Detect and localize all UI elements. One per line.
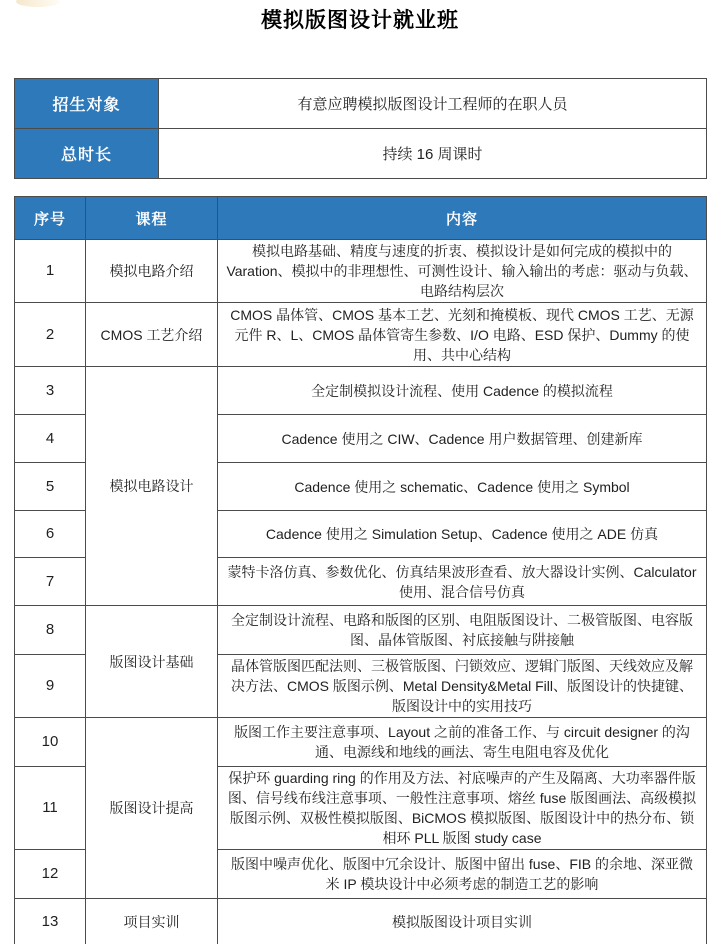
row-number: 8 bbox=[15, 606, 86, 655]
content-cell: 全定制模拟设计流程、使用 Cadence 的模拟流程 bbox=[218, 367, 707, 415]
row-number: 3 bbox=[15, 367, 86, 415]
row-number: 12 bbox=[15, 850, 86, 899]
curriculum-header-row bbox=[15, 197, 707, 240]
curriculum-row bbox=[15, 899, 707, 944]
header-course: 课程 bbox=[86, 197, 218, 240]
content-cell: 版图中噪声优化、版图中冗余设计、版图中留出 fuse、FIB 的余地、深亚微米 IP 模块设计中必须考虑的制造工艺的影响 bbox=[218, 850, 707, 899]
content-cell: Cadence 使用之 Simulation Setup、Cadence 使用之 ADE 仿真 bbox=[218, 511, 707, 558]
content-cell: Cadence 使用之 schematic、Cadence 使用之 Symbol bbox=[218, 463, 707, 511]
row-number: 13 bbox=[15, 899, 86, 944]
info-value-target-audience: 有意应聘模拟版图设计工程师的在职人员 bbox=[159, 79, 707, 129]
info-label-total-duration: 总时长 bbox=[15, 129, 159, 179]
row-number: 6 bbox=[15, 511, 86, 558]
content-cell: 模拟版图设计项目实训 bbox=[218, 899, 707, 944]
content-cell: 保护环 guarding ring 的作用及方法、衬底噪声的产生及隔离、大功率器件版图、信号线布线注意事项、一般性注意事项、熔丝 fuse 版图画法、高级模拟版图示例、双极性模拟版图、BiCMOS 模拟版图、版图设计中的热分布、锁相环 PLL 版图 study case bbox=[218, 767, 707, 850]
course-cell: 模拟电路设计 bbox=[86, 367, 218, 606]
info-value-total-duration: 持续 16 周课时 bbox=[159, 129, 707, 179]
row-number: 9 bbox=[15, 655, 86, 718]
curriculum-row bbox=[15, 240, 707, 303]
curriculum-table bbox=[14, 196, 707, 944]
row-number: 5 bbox=[15, 463, 86, 511]
row-number: 10 bbox=[15, 718, 86, 767]
content-cell: Cadence 使用之 CIW、Cadence 用户数据管理、创建新库 bbox=[218, 415, 707, 463]
course-cell: CMOS 工艺介绍 bbox=[86, 303, 218, 367]
content-cell: CMOS 晶体管、CMOS 基本工艺、光刻和掩模板、现代 CMOS 工艺、无源元件 R、L、CMOS 晶体管寄生参数、I/O 电路、ESD 保护、Dummy 的使用、共中心结构 bbox=[218, 303, 707, 367]
row-number: 11 bbox=[15, 767, 86, 850]
course-cell: 模拟电路介绍 bbox=[86, 240, 218, 303]
content-cell: 晶体管版图匹配法则、三极管版图、闩锁效应、逻辑门版图、天线效应及解决方法、CMOS 版图示例、Metal Density&Metal Fill、版图设计的快捷键、版图设计中的实用技巧 bbox=[218, 655, 707, 718]
course-cell: 项目实训 bbox=[86, 899, 218, 944]
enrollment-info-table bbox=[14, 78, 707, 179]
info-label-target-audience: 招生对象 bbox=[15, 79, 159, 129]
header-content: 内容 bbox=[218, 197, 707, 240]
row-number: 2 bbox=[15, 303, 86, 367]
course-cell: 版图设计基础 bbox=[86, 606, 218, 718]
row-number: 4 bbox=[15, 415, 86, 463]
curriculum-row bbox=[15, 303, 707, 367]
row-number: 7 bbox=[15, 558, 86, 606]
content-cell: 蒙特卡洛仿真、参数优化、仿真结果波形查看、放大器设计实例、Calculator 使用、混合信号仿真 bbox=[218, 558, 707, 606]
curriculum-row bbox=[15, 718, 707, 767]
content-cell: 版图工作主要注意事项、Layout 之前的准备工作、与 circuit designer 的沟通、电源线和地线的画法、寄生电阻电容及优化 bbox=[218, 718, 707, 767]
info-row bbox=[15, 129, 707, 179]
info-row bbox=[15, 79, 707, 129]
curriculum-row bbox=[15, 606, 707, 655]
header-no: 序号 bbox=[15, 197, 86, 240]
course-cell: 版图设计提高 bbox=[86, 718, 218, 899]
page-title: 模拟版图设计就业班 bbox=[261, 9, 459, 32]
curriculum-row bbox=[15, 367, 707, 415]
content-cell: 模拟电路基础、精度与速度的折衷、模拟设计是如何完成的模拟中的 Varation、模拟中的非理想性、可测性设计、输入输出的考虑：驱动与负载、电路结构层次 bbox=[218, 240, 707, 303]
row-number: 1 bbox=[15, 240, 86, 303]
content-cell: 全定制设计流程、电路和版图的区别、电阻版图设计、二极管版图、电容版图、晶体管版图、衬底接触与阱接触 bbox=[218, 606, 707, 655]
